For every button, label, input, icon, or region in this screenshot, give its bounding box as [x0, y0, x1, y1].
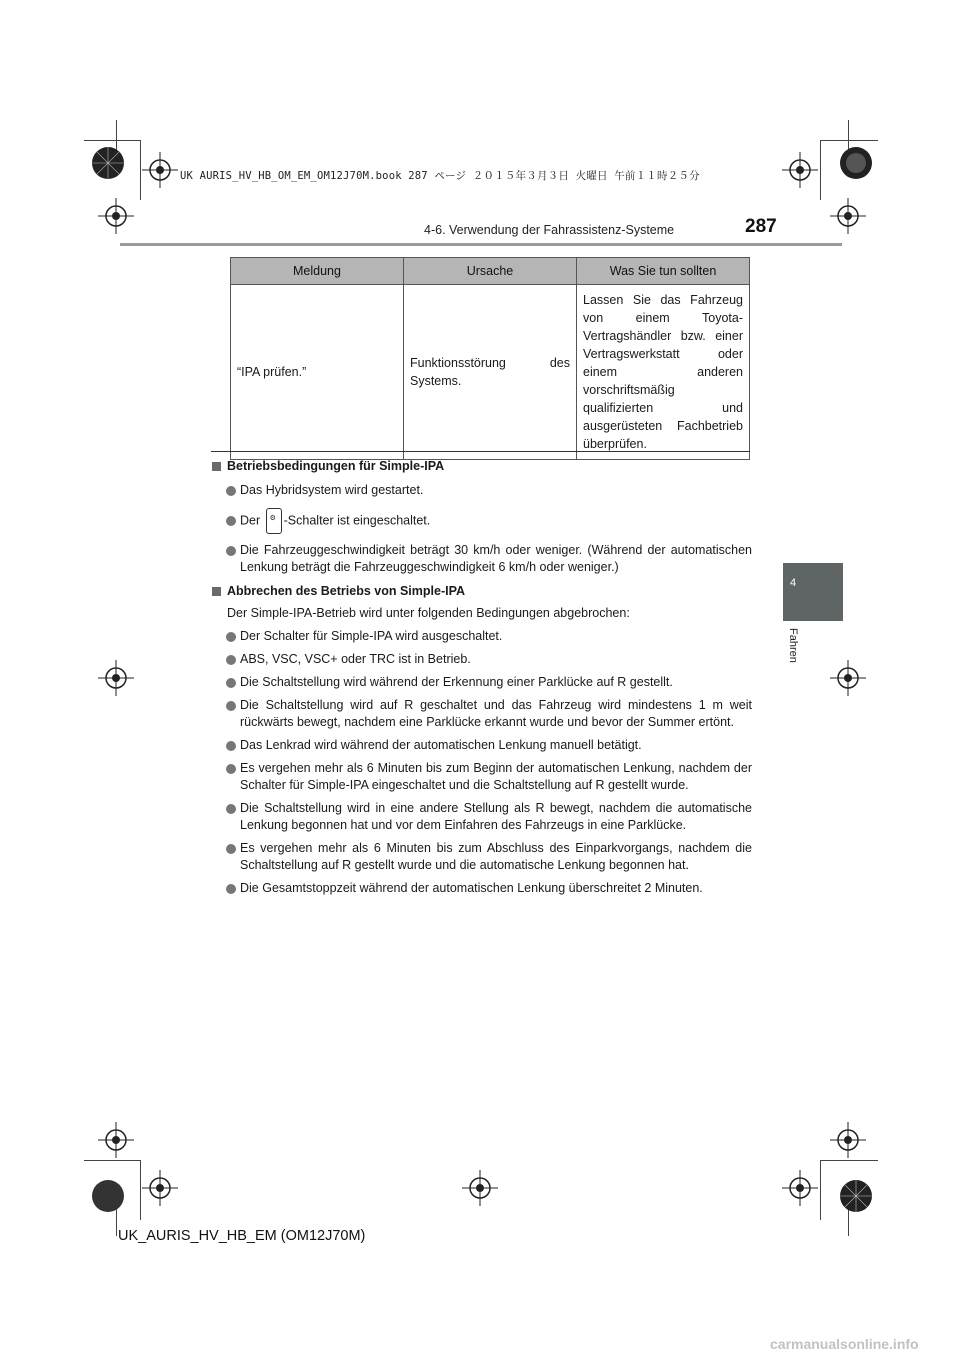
- bullet-icon: [226, 701, 236, 711]
- watermark: carmanualsonline.info: [770, 1336, 919, 1352]
- list-item-text: Die Schaltstellung wird auf R geschaltet und das Fahrzeug wird mindestens 1 m weit rückwärts bewegt, nachdem eine Parklücke erkannt wurde und bevor der Summer ertönt.: [240, 698, 752, 729]
- list-item: [211, 737, 752, 754]
- chapter-number: 4: [790, 577, 797, 589]
- list-item-text: Die Gesamtstoppzeit während der automatischen Lenkung überschreitet 2 Minuten.: [240, 881, 703, 895]
- cell-message: “IPA prüfen.”: [231, 285, 404, 460]
- registration-mark-icon: [462, 1170, 498, 1206]
- color-wheel-icon: [838, 145, 874, 181]
- registration-mark-icon: [830, 1122, 866, 1158]
- section-header-title: 4-6. Verwendung der Fahrassistenz-Systeme: [424, 223, 675, 237]
- page-number: 287: [745, 216, 777, 237]
- registration-mark-icon: [98, 198, 134, 234]
- table-row: [231, 285, 750, 460]
- square-bullet-icon: [212, 587, 221, 596]
- list-item-text: Es vergehen mehr als 6 Minuten bis zum Abschluss des Einparkvorgangs, nachdem die Schaltstellung auf R gestellt wurde und die automatische Lenkung begonnen hat.: [240, 841, 752, 872]
- bullet-icon: [226, 678, 236, 688]
- color-wheel-icon: [838, 1178, 874, 1214]
- bullet-icon: [226, 884, 236, 894]
- bullet-icon: [226, 516, 236, 526]
- list-item: [211, 482, 752, 499]
- list-item: [211, 508, 752, 534]
- list-item-prefix: Der: [240, 513, 261, 528]
- list-item: [211, 542, 752, 576]
- list-item: [211, 760, 752, 794]
- list-item-text: Das Lenkrad wird während der automatischen Lenkung manuell betätigt.: [240, 738, 642, 752]
- main-content: [211, 458, 752, 897]
- registration-mark-icon: [98, 1122, 134, 1158]
- bullet-icon: [226, 844, 236, 854]
- list-item: [211, 628, 752, 645]
- list-item-text: -Schalter ist eingeschaltet.: [283, 513, 431, 528]
- list-item: [211, 880, 752, 897]
- color-wheel-icon: [90, 145, 126, 181]
- cell-action: Lassen Sie das Fahrzeug von einem Toyota-Vertragshändler bzw. einer Vertragswerkstatt oder einem anderen vorschriftsmäßig qualifizierten und ausgerüsteten Fachbetrieb überprüfen.: [577, 285, 750, 460]
- section-title: [211, 458, 752, 475]
- chapter-label: Fahren: [787, 628, 799, 663]
- list-item-text: Die Schaltstellung wird in eine andere Stellung als R bewegt, nachdem die automatische Lenkung begonnen hat und vor dem Einfahren des Fahrzeugs in eine Parklücke.: [240, 801, 752, 832]
- section-title-text: Abbrechen des Betriebs von Simple-IPA: [227, 584, 466, 598]
- section-title-text: Betriebsbedingungen für Simple-IPA: [227, 459, 445, 473]
- column-header-cause: Ursache: [404, 258, 577, 285]
- message-table: [230, 257, 750, 460]
- square-bullet-icon: [212, 462, 221, 471]
- header-rule: [120, 243, 842, 246]
- list-item-text: ABS, VSC, VSC+ oder TRC ist in Betrieb.: [240, 652, 471, 666]
- chapter-tab: [783, 563, 843, 621]
- list-item: [211, 697, 752, 731]
- column-header-message: Meldung: [231, 258, 404, 285]
- section-divider: [211, 451, 750, 452]
- registration-mark-icon: [830, 660, 866, 696]
- list-item: [211, 674, 752, 691]
- list-item: [211, 800, 752, 834]
- bullet-icon: [226, 486, 236, 496]
- registration-mark-icon: [142, 1170, 178, 1206]
- list-item-text: Die Schaltstellung wird während der Erkennung einer Parklücke auf R gestellt.: [240, 675, 673, 689]
- list-item: [211, 651, 752, 668]
- footer-model-code: UK_AURIS_HV_HB_EM (OM12J70M): [118, 1228, 366, 1244]
- registration-mark-icon: [98, 660, 134, 696]
- section-title: [211, 583, 752, 600]
- list-item-text: Es vergehen mehr als 6 Minuten bis zum Beginn der automatischen Lenkung, nachdem der Schalter für Simple-IPA eingeschaltet und die Schaltstellung auf R gestellt wurde.: [240, 761, 752, 792]
- list-item-text: Das Hybridsystem wird gestartet.: [240, 483, 424, 497]
- list-item-text: Die Fahrzeuggeschwindigkeit beträgt 30 km/h oder weniger. (Während der automatischen Lenkung beträgt die Fahrzeuggeschwindigkeit 6 km/h oder weniger.): [240, 543, 752, 574]
- registration-mark-icon: [830, 198, 866, 234]
- bullet-icon: [226, 632, 236, 642]
- column-header-action: Was Sie tun sollten: [577, 258, 750, 285]
- color-wheel-icon: [90, 1178, 126, 1214]
- list-item: [211, 840, 752, 874]
- list-item-text: Der Schalter für Simple-IPA wird ausgeschaltet.: [240, 629, 503, 643]
- table-header-row: [231, 258, 750, 285]
- bullet-icon: [226, 804, 236, 814]
- registration-mark-icon: [142, 152, 178, 188]
- print-book-line: UK AURIS_HV_HB_OM_EM_OM12J70M.book 287 ページ ２０１５年３月３日 火曜日 午前１１時２５分: [180, 170, 700, 182]
- bullet-icon: [226, 546, 236, 556]
- ipa-switch-icon: ⚙: [266, 508, 282, 534]
- bullet-icon: [226, 741, 236, 751]
- bullet-icon: [226, 764, 236, 774]
- bullet-icon: [226, 655, 236, 665]
- registration-mark-icon: [782, 1170, 818, 1206]
- registration-mark-icon: [782, 152, 818, 188]
- cell-cause: Funktionsstörung des Systems.: [404, 285, 577, 460]
- section-intro: Der Simple-IPA-Betrieb wird unter folgenden Bedingungen abgebrochen:: [227, 606, 630, 620]
